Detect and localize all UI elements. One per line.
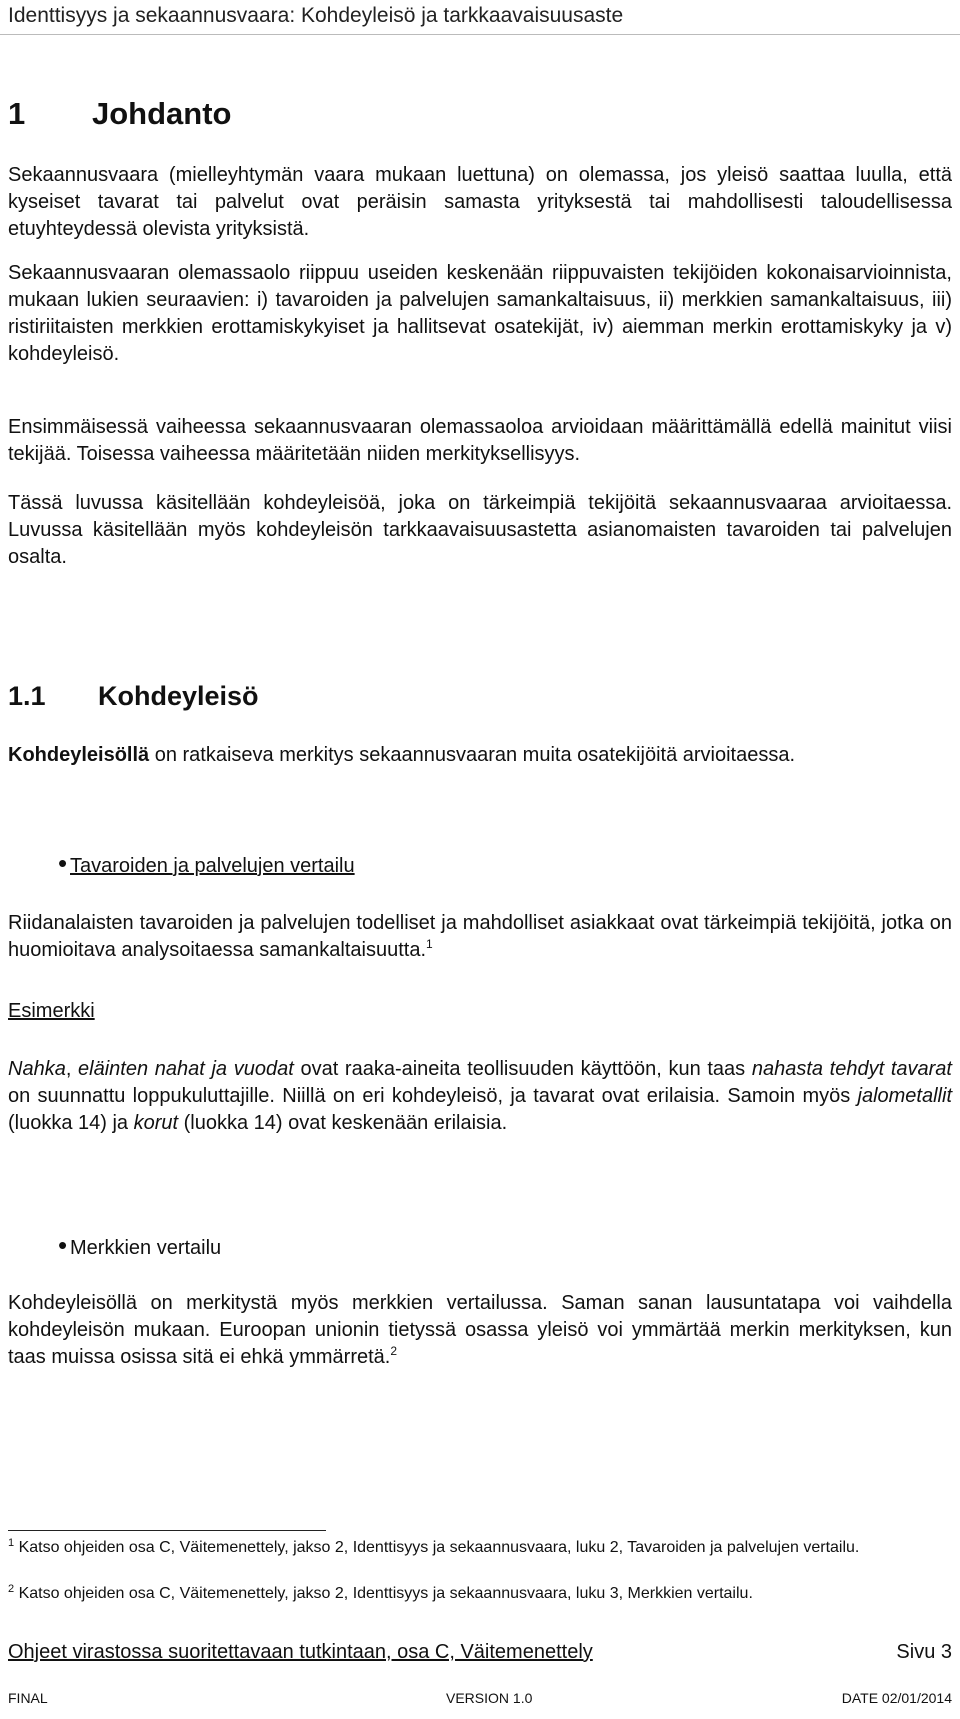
bullet1-paragraph: Riidanalaisten tavaroiden ja palvelujen todelliset ja mahdolliset asiakkaat ovat tärkeimpiä tekijöitä, jotka on huomioitava analysoitaessa samankaltaisuutta.$^1$ xyxy=(8,912,952,961)
bullet-title-2: Merkkien vertailu xyxy=(70,1237,222,1259)
kohdeyleiso-paragraph: Kohdeyleisöllä on ratkaiseva merkitys sekaannusvaaran muita osatekijöitä arvioitaessa. xyxy=(8,744,796,766)
footnote-ref-1[interactable]: 1 xyxy=(426,937,433,951)
bullet-dot-2: • xyxy=(58,1230,68,1260)
footnote-2: $^2$ Katso ohjeiden osa C, Väitemenettely, jakso 2, Identtisyys ja sekaannusvaara, luku 3, Merkkien vertailu. xyxy=(8,1583,753,1602)
intro-paragraph-4: Tässä luvussa käsitellään kohdeyleisöä, joka on tärkeimpiä tekijöitä sekaannusvaaraa arvioitaessa. Luvussa käsitellään myös kohdeyleisön tarkkaavaisuusastetta asianomaisten tavaroiden tai palvelujen osalta. xyxy=(8,492,952,568)
section-heading-kohdeyleiso xyxy=(8,681,259,712)
footnote-ref-2[interactable]: 2 xyxy=(390,1344,398,1358)
footer-page-number: Sivu 3 xyxy=(896,1641,952,1663)
bold-term: Kohdeyleisöllä xyxy=(8,744,150,766)
bullet-title-1: Tavaroiden ja palvelujen vertailu xyxy=(70,855,355,877)
section-heading-johdanto xyxy=(8,96,232,132)
footer-document-title: Ohjeet virastossa suoritettavaan tutkintaan, osa C, Väitemenettely xyxy=(8,1641,593,1663)
footnote-divider xyxy=(8,1530,326,1531)
footer-status: FINAL xyxy=(8,1690,48,1706)
section-title: Kohdeyleisö xyxy=(98,681,259,711)
section-number: 1 xyxy=(8,96,26,131)
bullet-dot-1: • xyxy=(58,848,68,878)
section-number: 1.1 xyxy=(8,681,46,711)
header-divider xyxy=(0,34,960,35)
section-title: Johdanto xyxy=(92,96,232,131)
intro-paragraph-3: Ensimmäisessä vaiheessa sekaannusvaaran olemassaoloa arvioidaan määrittämällä edellä mainitut viisi tekijää. Toisessa vaiheessa määritetään niiden merkityksellisyys. xyxy=(8,416,952,465)
intro-paragraph-2: Sekaannusvaaran olemassaolo riippuu useiden keskenään riippuvaisten tekijöiden kokonaisarvioinnista, mukaan lukien seuraavien: i) tavaroiden ja palvelujen samankaltaisuus, ii) merkkien samankaltaisuus, iii) ristiriitaisten merkkien erottamiskykyiset ja hallitsevat osatekijät, iv) aiemman merkin erottamiskyky ja v) kohdeyleisö. xyxy=(8,262,952,365)
document-header: Identtisyys ja sekaannusvaara: Kohdeyleisö ja tarkkaavaisuusaste xyxy=(8,4,624,27)
footer-date: DATE 02/01/2014 xyxy=(841,1690,952,1706)
footnote-1: $^1$ Katso ohjeiden osa C, Väitemenettely, jakso 2, Identtisyys ja sekaannusvaara, luku 2, Tavaroiden ja palvelujen vertailu. xyxy=(8,1537,860,1556)
intro-paragraph-1: Sekaannusvaara (mielleyhtymän vaara mukaan luettuna) on olemassa, jos yleisö saattaa luulla, että kyseiset tavarat tai palvelut ovat peräisin samasta yrityksestä tai mahdollisesti taloudellisessa etuyhteydessä olevista yrityksistä. xyxy=(8,164,952,240)
page-footer xyxy=(8,1641,952,1664)
footer-version: VERSION 1.0 xyxy=(446,1690,533,1706)
bullet2-paragraph: Kohdeyleisöllä on merkitystä myös merkkien vertailussa. Saman sanan lausuntatapa voi vaihdella kohdeyleisön mukaan. Euroopan unionin tietyssä osassa yleisö voi ymmärtää merkin merkityksen, kun taas muissa osissa sitä ei ehkä ymmärretä.$^2$ xyxy=(8,1292,952,1368)
example-heading: Esimerkki xyxy=(8,1000,95,1022)
example-paragraph: Nahka, eläinten nahat ja vuodat ovat raaka-aineita teollisuuden käyttöön, kun taas nahasta tehdyt tavarat on suunnattu loppukuluttajille. Niillä on eri kohdeyleisö, ja tavarat ovat erilaisia. Samoin myös jalometallit (luokka 14) ja korut (luokka 14) ovat keskenään erilaisia. xyxy=(8,1058,952,1134)
